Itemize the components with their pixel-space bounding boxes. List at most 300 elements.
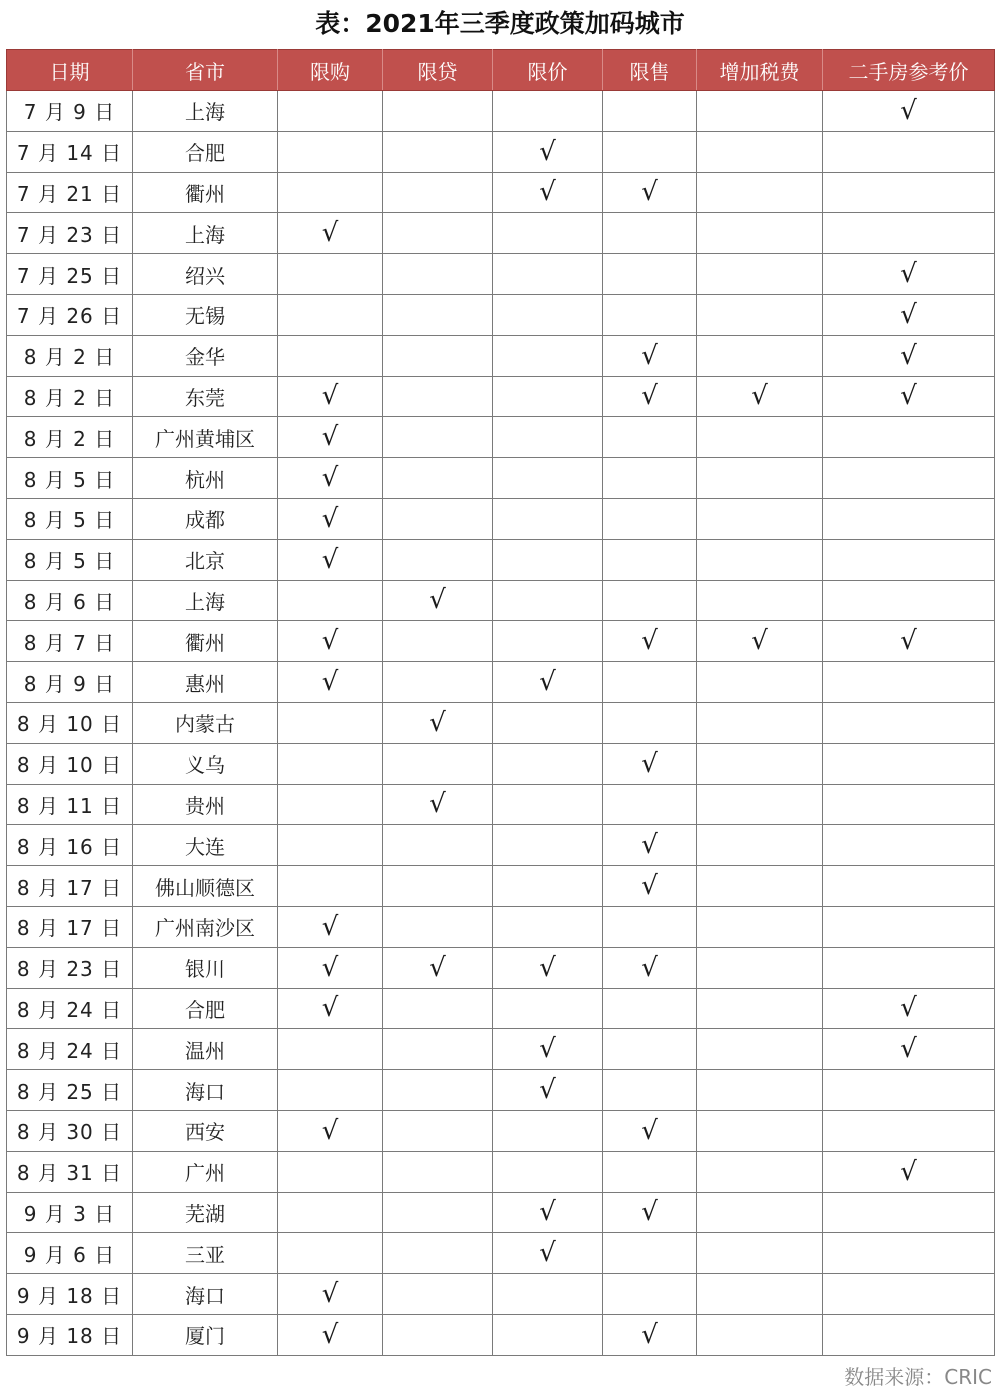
resale-reference-price-cell xyxy=(823,825,995,866)
tax-increase-cell xyxy=(697,539,823,580)
check-mark-icon: √ xyxy=(751,626,768,657)
check-mark-icon: √ xyxy=(321,463,339,494)
price-limit-cell xyxy=(493,621,603,662)
resale-reference-price-cell xyxy=(823,417,995,458)
check-mark-icon: √ xyxy=(900,95,917,126)
table-row xyxy=(7,662,995,703)
table-row xyxy=(7,172,995,213)
tax-increase-cell xyxy=(697,1110,823,1151)
table-row xyxy=(7,417,995,458)
resale-reference-price-cell xyxy=(823,662,995,703)
city-cell: 广州黄埔区 xyxy=(133,417,278,458)
purchase-limit-cell xyxy=(278,417,383,458)
date-cell: 9 月 18 日 xyxy=(7,1314,133,1355)
date-cell: 8 月 25 日 xyxy=(7,1070,133,1111)
purchase-limit-cell xyxy=(278,498,383,539)
resale-reference-price-cell xyxy=(823,1151,995,1192)
date-cell: 7 月 9 日 xyxy=(7,91,133,132)
city-cell: 东莞 xyxy=(133,376,278,417)
price-limit-cell xyxy=(493,1192,603,1233)
loan-limit-cell xyxy=(383,1233,493,1274)
check-mark-icon: √ xyxy=(321,422,339,453)
date-cell: 8 月 24 日 xyxy=(7,988,133,1029)
tax-increase-cell xyxy=(697,906,823,947)
city-cell: 芜湖 xyxy=(133,1192,278,1233)
table-row xyxy=(7,702,995,743)
table-row xyxy=(7,906,995,947)
city-cell: 上海 xyxy=(133,91,278,132)
price-limit-cell xyxy=(493,335,603,376)
date-cell: 7 月 25 日 xyxy=(7,254,133,295)
city-cell: 无锡 xyxy=(133,294,278,335)
purchase-limit-cell xyxy=(278,131,383,172)
date-cell: 8 月 31 日 xyxy=(7,1151,133,1192)
resale-reference-price-cell xyxy=(823,988,995,1029)
tax-increase-cell xyxy=(697,1314,823,1355)
loan-limit-cell xyxy=(383,1192,493,1233)
price-limit-cell xyxy=(493,1110,603,1151)
date-cell: 9 月 18 日 xyxy=(7,1274,133,1315)
purchase-limit-cell xyxy=(278,1070,383,1111)
resale-reference-price-cell xyxy=(823,1274,995,1315)
tax-increase-cell xyxy=(697,825,823,866)
price-limit-cell xyxy=(493,866,603,907)
loan-limit-cell xyxy=(383,1314,493,1355)
sale-limit-cell xyxy=(603,539,697,580)
resale-reference-price-cell xyxy=(823,458,995,499)
loan-limit-cell xyxy=(383,131,493,172)
purchase-limit-cell xyxy=(278,172,383,213)
purchase-limit-cell xyxy=(278,621,383,662)
check-mark-icon: √ xyxy=(900,299,917,330)
table-row xyxy=(7,825,995,866)
table-row xyxy=(7,1151,995,1192)
page-title: 表：2021年三季度政策加码城市 xyxy=(315,9,685,38)
check-mark-icon: √ xyxy=(429,585,446,616)
date-cell: 7 月 14 日 xyxy=(7,131,133,172)
tax-increase-cell xyxy=(697,621,823,662)
city-cell: 上海 xyxy=(133,213,278,254)
sale-limit-cell xyxy=(603,1070,697,1111)
date-cell: 7 月 26 日 xyxy=(7,294,133,335)
check-mark-icon: √ xyxy=(641,1115,658,1146)
loan-limit-cell xyxy=(383,784,493,825)
column-header-resale-reference-price: 二手房参考价 xyxy=(823,50,995,91)
tax-increase-cell xyxy=(697,91,823,132)
check-mark-icon: √ xyxy=(539,136,556,167)
table-row xyxy=(7,294,995,335)
check-mark-icon: √ xyxy=(539,1034,556,1065)
tax-increase-cell xyxy=(697,1274,823,1315)
table-row xyxy=(7,947,995,988)
date-cell: 8 月 30 日 xyxy=(7,1110,133,1151)
sale-limit-cell xyxy=(603,1029,697,1070)
column-header-tax-increase: 增加税费 xyxy=(697,50,823,91)
resale-reference-price-cell xyxy=(823,866,995,907)
sale-limit-cell xyxy=(603,906,697,947)
check-mark-icon: √ xyxy=(321,952,339,983)
table-row xyxy=(7,498,995,539)
city-cell: 衢州 xyxy=(133,172,278,213)
sale-limit-cell xyxy=(603,498,697,539)
city-cell: 银川 xyxy=(133,947,278,988)
price-limit-cell xyxy=(493,376,603,417)
sale-limit-cell xyxy=(603,1151,697,1192)
purchase-limit-cell xyxy=(278,376,383,417)
resale-reference-price-cell xyxy=(823,702,995,743)
column-header-date: 日期 xyxy=(7,50,133,91)
date-cell: 8 月 11 日 xyxy=(7,784,133,825)
purchase-limit-cell xyxy=(278,1314,383,1355)
city-cell: 厦门 xyxy=(133,1314,278,1355)
purchase-limit-cell xyxy=(278,825,383,866)
city-cell: 成都 xyxy=(133,498,278,539)
date-cell: 9 月 6 日 xyxy=(7,1233,133,1274)
loan-limit-cell xyxy=(383,254,493,295)
check-mark-icon: √ xyxy=(641,952,658,983)
price-limit-cell xyxy=(493,458,603,499)
check-mark-icon: √ xyxy=(641,830,658,861)
column-header-price-limit: 限价 xyxy=(493,50,603,91)
purchase-limit-cell xyxy=(278,1233,383,1274)
sale-limit-cell xyxy=(603,172,697,213)
date-cell: 9 月 3 日 xyxy=(7,1192,133,1233)
table-row xyxy=(7,743,995,784)
check-mark-icon: √ xyxy=(321,544,339,575)
loan-limit-cell xyxy=(383,1110,493,1151)
city-cell: 杭州 xyxy=(133,458,278,499)
purchase-limit-cell xyxy=(278,988,383,1029)
check-mark-icon: √ xyxy=(539,1075,556,1106)
check-mark-icon: √ xyxy=(321,503,339,534)
resale-reference-price-cell xyxy=(823,906,995,947)
city-cell: 上海 xyxy=(133,580,278,621)
loan-limit-cell xyxy=(383,662,493,703)
date-cell: 8 月 5 日 xyxy=(7,539,133,580)
city-cell: 合肥 xyxy=(133,131,278,172)
purchase-limit-cell xyxy=(278,91,383,132)
price-limit-cell xyxy=(493,213,603,254)
loan-limit-cell xyxy=(383,91,493,132)
date-cell: 8 月 17 日 xyxy=(7,866,133,907)
purchase-limit-cell xyxy=(278,539,383,580)
check-mark-icon: √ xyxy=(641,871,658,902)
price-limit-cell xyxy=(493,294,603,335)
purchase-limit-cell xyxy=(278,947,383,988)
tax-increase-cell xyxy=(697,417,823,458)
loan-limit-cell xyxy=(383,213,493,254)
check-mark-icon: √ xyxy=(900,1034,917,1065)
city-cell: 西安 xyxy=(133,1110,278,1151)
sale-limit-cell xyxy=(603,376,697,417)
sale-limit-cell xyxy=(603,866,697,907)
loan-limit-cell xyxy=(383,947,493,988)
tax-increase-cell xyxy=(697,376,823,417)
city-cell: 绍兴 xyxy=(133,254,278,295)
purchase-limit-cell xyxy=(278,784,383,825)
check-mark-icon: √ xyxy=(900,259,917,290)
date-cell: 8 月 16 日 xyxy=(7,825,133,866)
tax-increase-cell xyxy=(697,784,823,825)
column-header-loan-limit: 限贷 xyxy=(383,50,493,91)
table-row xyxy=(7,1192,995,1233)
check-mark-icon: √ xyxy=(641,381,658,412)
date-cell: 8 月 10 日 xyxy=(7,702,133,743)
resale-reference-price-cell xyxy=(823,294,995,335)
price-limit-cell xyxy=(493,662,603,703)
loan-limit-cell xyxy=(383,417,493,458)
check-mark-icon: √ xyxy=(321,1319,339,1350)
loan-limit-cell xyxy=(383,621,493,662)
city-cell: 三亚 xyxy=(133,1233,278,1274)
purchase-limit-cell xyxy=(278,702,383,743)
table-row xyxy=(7,1029,995,1070)
check-mark-icon: √ xyxy=(429,789,446,820)
city-cell: 贵州 xyxy=(133,784,278,825)
purchase-limit-cell xyxy=(278,906,383,947)
date-cell: 8 月 17 日 xyxy=(7,906,133,947)
resale-reference-price-cell xyxy=(823,498,995,539)
city-cell: 义乌 xyxy=(133,743,278,784)
tax-increase-cell xyxy=(697,662,823,703)
city-cell: 惠州 xyxy=(133,662,278,703)
sale-limit-cell xyxy=(603,1314,697,1355)
date-cell: 8 月 24 日 xyxy=(7,1029,133,1070)
check-mark-icon: √ xyxy=(900,340,917,371)
resale-reference-price-cell xyxy=(823,580,995,621)
resale-reference-price-cell xyxy=(823,1314,995,1355)
purchase-limit-cell xyxy=(278,294,383,335)
price-limit-cell xyxy=(493,1070,603,1111)
sale-limit-cell xyxy=(603,417,697,458)
date-cell: 8 月 5 日 xyxy=(7,458,133,499)
sale-limit-cell xyxy=(603,1110,697,1151)
check-mark-icon: √ xyxy=(321,1279,339,1309)
city-cell: 广州 xyxy=(133,1151,278,1192)
sale-limit-cell xyxy=(603,662,697,703)
resale-reference-price-cell xyxy=(823,743,995,784)
price-limit-cell xyxy=(493,1233,603,1274)
check-mark-icon: √ xyxy=(539,952,556,983)
price-limit-cell xyxy=(493,1029,603,1070)
table-row xyxy=(7,458,995,499)
resale-reference-price-cell xyxy=(823,376,995,417)
sale-limit-cell xyxy=(603,294,697,335)
price-limit-cell xyxy=(493,702,603,743)
table-header-row xyxy=(7,50,995,91)
resale-reference-price-cell xyxy=(823,91,995,132)
tax-increase-cell xyxy=(697,866,823,907)
table-row xyxy=(7,335,995,376)
price-limit-cell xyxy=(493,988,603,1029)
resale-reference-price-cell xyxy=(823,1029,995,1070)
tax-increase-cell xyxy=(697,254,823,295)
city-cell: 佛山顺德区 xyxy=(133,866,278,907)
date-cell: 8 月 2 日 xyxy=(7,376,133,417)
sale-limit-cell xyxy=(603,825,697,866)
check-mark-icon: √ xyxy=(539,1197,556,1228)
resale-reference-price-cell xyxy=(823,254,995,295)
check-mark-icon: √ xyxy=(641,1319,658,1350)
check-mark-icon: √ xyxy=(321,218,339,249)
date-cell: 7 月 23 日 xyxy=(7,213,133,254)
tax-increase-cell xyxy=(697,947,823,988)
loan-limit-cell xyxy=(383,866,493,907)
loan-limit-cell xyxy=(383,498,493,539)
resale-reference-price-cell xyxy=(823,1070,995,1111)
check-mark-icon: √ xyxy=(641,626,658,657)
price-limit-cell xyxy=(493,906,603,947)
purchase-limit-cell xyxy=(278,1029,383,1070)
sale-limit-cell xyxy=(603,254,697,295)
price-limit-cell xyxy=(493,539,603,580)
resale-reference-price-cell xyxy=(823,784,995,825)
tax-increase-cell xyxy=(697,1070,823,1111)
table-row xyxy=(7,213,995,254)
resale-reference-price-cell xyxy=(823,621,995,662)
tax-increase-cell xyxy=(697,172,823,213)
loan-limit-cell xyxy=(383,743,493,784)
city-cell: 衢州 xyxy=(133,621,278,662)
purchase-limit-cell xyxy=(278,1110,383,1151)
check-mark-icon: √ xyxy=(900,1156,917,1187)
price-limit-cell xyxy=(493,172,603,213)
table-row xyxy=(7,1110,995,1151)
purchase-limit-cell xyxy=(278,1274,383,1315)
loan-limit-cell xyxy=(383,1151,493,1192)
tax-increase-cell xyxy=(697,1192,823,1233)
loan-limit-cell xyxy=(383,702,493,743)
purchase-limit-cell xyxy=(278,1192,383,1233)
resale-reference-price-cell xyxy=(823,131,995,172)
loan-limit-cell xyxy=(383,580,493,621)
loan-limit-cell xyxy=(383,1029,493,1070)
loan-limit-cell xyxy=(383,988,493,1029)
policy-table xyxy=(6,49,995,1356)
resale-reference-price-cell xyxy=(823,539,995,580)
resale-reference-price-cell xyxy=(823,1110,995,1151)
city-cell: 海口 xyxy=(133,1274,278,1315)
sale-limit-cell xyxy=(603,1274,697,1315)
purchase-limit-cell xyxy=(278,662,383,703)
city-cell: 广州南沙区 xyxy=(133,906,278,947)
price-limit-cell xyxy=(493,743,603,784)
tax-increase-cell xyxy=(697,458,823,499)
check-mark-icon: √ xyxy=(321,667,339,698)
sale-limit-cell xyxy=(603,91,697,132)
table-row xyxy=(7,254,995,295)
city-cell: 大连 xyxy=(133,825,278,866)
loan-limit-cell xyxy=(383,335,493,376)
sale-limit-cell xyxy=(603,580,697,621)
purchase-limit-cell xyxy=(278,743,383,784)
tax-increase-cell xyxy=(697,988,823,1029)
resale-reference-price-cell xyxy=(823,172,995,213)
table-row xyxy=(7,131,995,172)
table-row xyxy=(7,1274,995,1315)
date-cell: 8 月 2 日 xyxy=(7,335,133,376)
tax-increase-cell xyxy=(697,1151,823,1192)
check-mark-icon: √ xyxy=(321,626,339,657)
check-mark-icon: √ xyxy=(321,381,339,412)
city-cell: 内蒙古 xyxy=(133,702,278,743)
sale-limit-cell xyxy=(603,1233,697,1274)
price-limit-cell xyxy=(493,1274,603,1315)
sale-limit-cell xyxy=(603,335,697,376)
loan-limit-cell xyxy=(383,825,493,866)
sale-limit-cell xyxy=(603,213,697,254)
tax-increase-cell xyxy=(697,580,823,621)
data-source-note: 数据来源：CRIC xyxy=(844,1365,992,1389)
city-cell: 合肥 xyxy=(133,988,278,1029)
date-cell: 8 月 5 日 xyxy=(7,498,133,539)
check-mark-icon: √ xyxy=(539,177,556,208)
table-row xyxy=(7,784,995,825)
check-mark-icon: √ xyxy=(321,1115,339,1146)
resale-reference-price-cell xyxy=(823,1192,995,1233)
purchase-limit-cell xyxy=(278,866,383,907)
price-limit-cell xyxy=(493,580,603,621)
table-row xyxy=(7,1233,995,1274)
sale-limit-cell xyxy=(603,621,697,662)
check-mark-icon: √ xyxy=(751,381,768,412)
tax-increase-cell xyxy=(697,498,823,539)
tax-increase-cell xyxy=(697,213,823,254)
price-limit-cell xyxy=(493,825,603,866)
loan-limit-cell xyxy=(383,1070,493,1111)
table-row xyxy=(7,376,995,417)
table-row xyxy=(7,1070,995,1111)
resale-reference-price-cell xyxy=(823,335,995,376)
tax-increase-cell xyxy=(697,131,823,172)
check-mark-icon: √ xyxy=(641,748,658,779)
table-row xyxy=(7,988,995,1029)
table-row xyxy=(7,539,995,580)
table-row xyxy=(7,1314,995,1355)
loan-limit-cell xyxy=(383,458,493,499)
table-body xyxy=(7,91,995,1356)
city-cell: 温州 xyxy=(133,1029,278,1070)
sale-limit-cell xyxy=(603,988,697,1029)
purchase-limit-cell xyxy=(278,458,383,499)
loan-limit-cell xyxy=(383,906,493,947)
price-limit-cell xyxy=(493,131,603,172)
purchase-limit-cell xyxy=(278,1151,383,1192)
date-cell: 8 月 9 日 xyxy=(7,662,133,703)
loan-limit-cell xyxy=(383,294,493,335)
date-cell: 8 月 2 日 xyxy=(7,417,133,458)
check-mark-icon: √ xyxy=(900,381,917,412)
city-cell: 金华 xyxy=(133,335,278,376)
tax-increase-cell xyxy=(697,702,823,743)
purchase-limit-cell xyxy=(278,213,383,254)
column-header-sale-limit: 限售 xyxy=(603,50,697,91)
check-mark-icon: √ xyxy=(539,1238,556,1269)
city-cell: 海口 xyxy=(133,1070,278,1111)
check-mark-icon: √ xyxy=(429,707,446,738)
price-limit-cell xyxy=(493,254,603,295)
city-cell: 北京 xyxy=(133,539,278,580)
purchase-limit-cell xyxy=(278,254,383,295)
price-limit-cell xyxy=(493,947,603,988)
sale-limit-cell xyxy=(603,947,697,988)
date-cell: 8 月 7 日 xyxy=(7,621,133,662)
sale-limit-cell xyxy=(603,784,697,825)
loan-limit-cell xyxy=(383,1274,493,1315)
check-mark-icon: √ xyxy=(539,667,556,698)
price-limit-cell xyxy=(493,498,603,539)
tax-increase-cell xyxy=(697,1233,823,1274)
